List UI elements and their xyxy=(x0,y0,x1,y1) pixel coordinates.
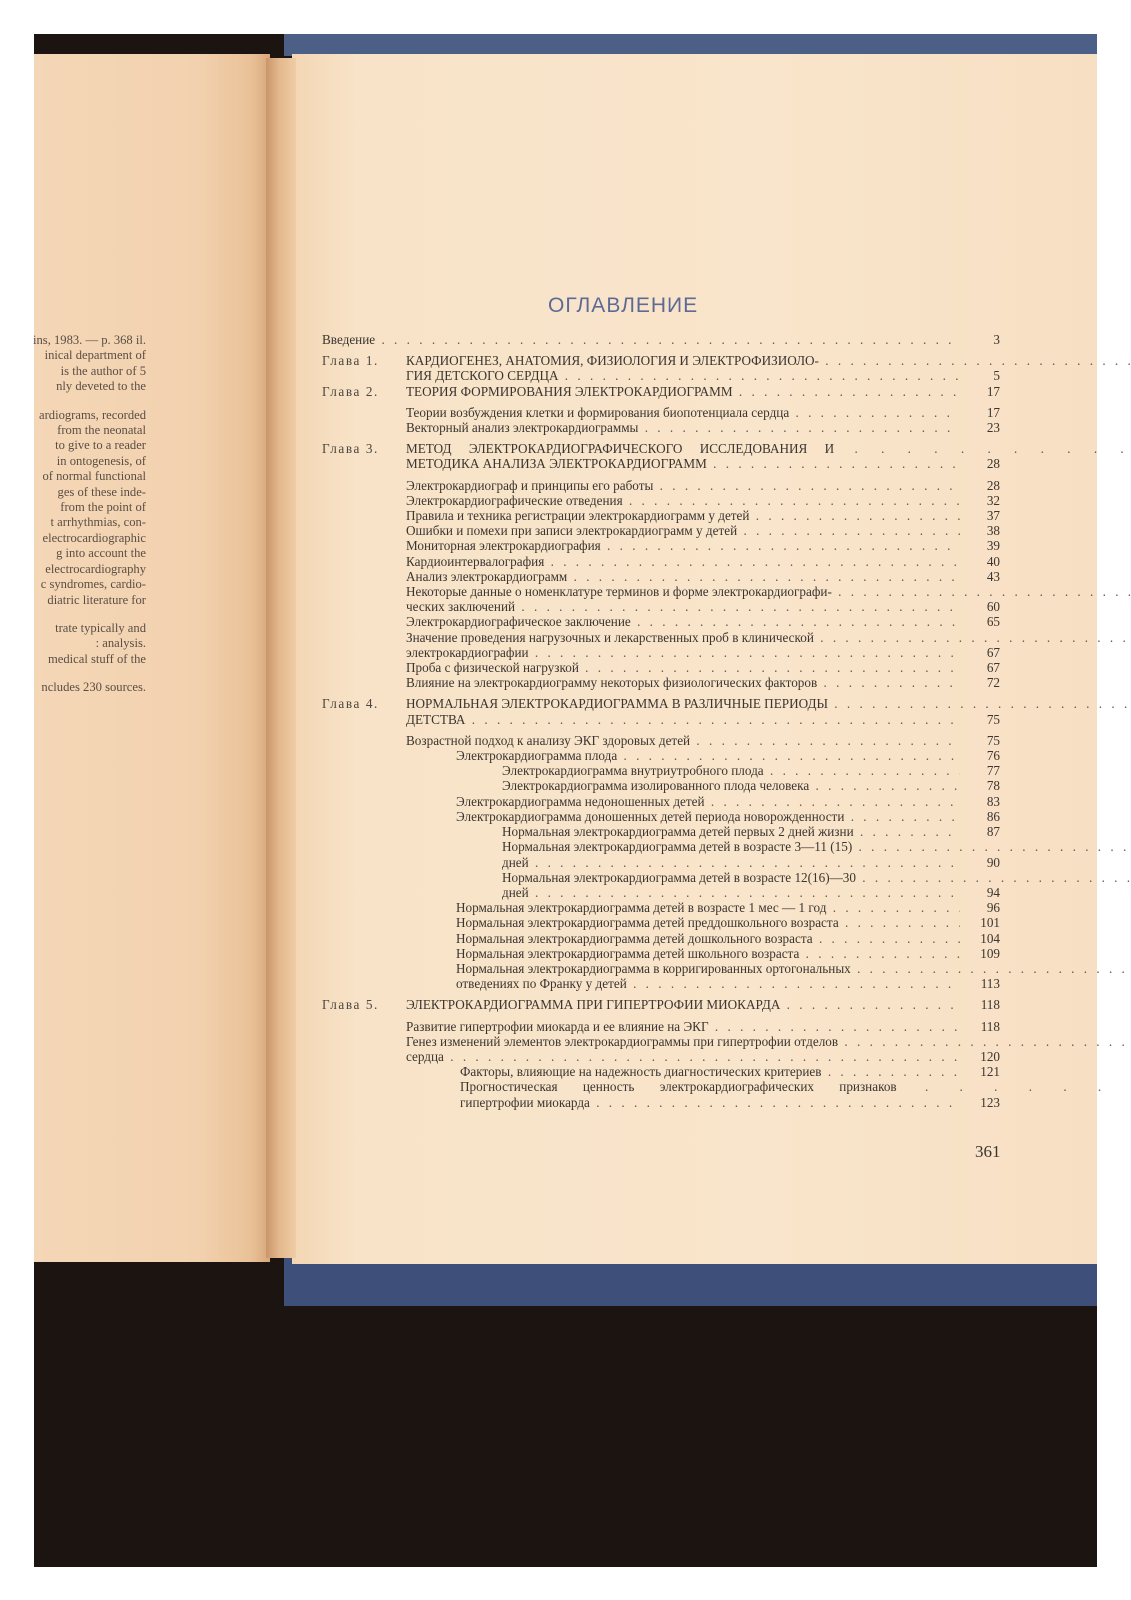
toc-entry-text: Электрокардиограмма недоношенных детей . . . xyxy=(406,794,960,809)
toc-entry-text: Нормальная электрокардиограмма в корригированных ортогональных . . . xyxy=(406,961,1131,976)
left-page-line: : analysis. xyxy=(95,636,146,651)
toc-page-number: 123 xyxy=(980,1094,1000,1110)
toc-entry-text: Кардиоинтервалография . . . xyxy=(406,554,960,569)
line-gap xyxy=(0,395,146,408)
toc-entry-text: Нормальная электрокардиограмма детей в возрасте 12(16)—30 . . . xyxy=(406,870,1131,885)
toc-page-number: 23 xyxy=(986,420,1000,436)
toc-entry-cont xyxy=(322,855,1000,870)
toc-entry xyxy=(322,660,1000,675)
toc-page-number: 101 xyxy=(980,915,1000,931)
toc-entry-text: Электрокардиограф и принципы его работы . . . xyxy=(406,478,960,493)
toc-entry-text: Нормальная электрокардиограмма детей в возрасте 3—11 (15) . . . xyxy=(406,839,1131,854)
toc-entry xyxy=(322,538,1000,553)
toc-page-number: 72 xyxy=(986,675,1000,691)
toc-chapter-1 xyxy=(322,353,1000,368)
toc-page-number: 32 xyxy=(986,492,1000,508)
toc-chapter-4 xyxy=(322,696,1000,711)
toc-entry-cont xyxy=(322,885,1000,900)
toc-page-number: 83 xyxy=(986,793,1000,809)
toc-entry xyxy=(322,946,1000,961)
toc-entry-text: Теории возбуждения клетки и формирования биопотенциала сердца . . . xyxy=(406,405,960,420)
toc-page-number: 43 xyxy=(986,568,1000,584)
left-page-line: electrocardiographic xyxy=(42,530,146,545)
left-page-line: medical stuff of the xyxy=(47,651,146,666)
toc-entry-cont xyxy=(322,976,1000,991)
chapter-title: ЭЛЕКТРОКАРДИОГРАММА ПРИ ГИПЕРТРОФИИ МИОКАРДА . . . xyxy=(406,997,960,1012)
toc-entry-text: Электрокардиограмма внутриутробного плода . . . xyxy=(406,763,960,778)
toc-page-number: 39 xyxy=(986,538,1000,554)
toc-chapter-1-cont xyxy=(322,368,1000,383)
toc-entry xyxy=(322,478,1000,493)
toc-entry xyxy=(322,675,1000,690)
toc-entry-text: Значение проведения нагрузочных и лекарственных проб в клинической . . . xyxy=(406,630,1131,645)
toc-entry xyxy=(322,1064,1000,1079)
toc-page-number: 77 xyxy=(986,763,1000,779)
toc-entry-text: электрокардиографии . . . xyxy=(406,645,960,660)
toc-entry-intro xyxy=(322,332,1000,347)
chapter-title-cont: МЕТОДИКА АНАЛИЗА ЭЛЕКТРОКАРДИОГРАММ . . . xyxy=(406,456,960,471)
toc-page-number: 120 xyxy=(980,1048,1000,1064)
left-page-line: ges of these inde- xyxy=(57,484,146,499)
toc-page-number: 67 xyxy=(986,660,1000,676)
toc-page-number: 86 xyxy=(986,808,1000,824)
toc-entry xyxy=(322,733,1000,748)
toc-entry xyxy=(322,915,1000,930)
left-page-text xyxy=(0,333,146,696)
toc-entry xyxy=(322,508,1000,523)
toc-entry xyxy=(322,794,1000,809)
toc-chapter-4-cont xyxy=(322,712,1000,727)
toc-page-number: 113 xyxy=(980,976,1000,992)
toc-page-number: 67 xyxy=(986,644,1000,660)
toc-entry-text: ческих заключений . . . xyxy=(406,599,960,614)
toc-entry xyxy=(322,763,1000,778)
page-number: 361 xyxy=(975,1142,1001,1161)
book-cover-top xyxy=(284,34,1097,56)
toc-entry xyxy=(322,870,1000,885)
left-page-line: c syndromes, cardio- xyxy=(40,577,146,592)
toc-page-number: 40 xyxy=(986,553,1000,569)
toc-page-number: 76 xyxy=(986,748,1000,764)
toc-entry xyxy=(322,630,1000,645)
toc-entry-cont xyxy=(322,645,1000,660)
toc-page-number: 118 xyxy=(980,997,1000,1013)
toc-page-number: 96 xyxy=(986,900,1000,916)
toc-entry-text: Некоторые данные о номенклатуре терминов и форме электрокардиографи- . . . xyxy=(406,584,1131,599)
toc-entry xyxy=(322,839,1000,854)
left-page-line: from the neonatal xyxy=(57,423,146,438)
toc-entry-text: Электрокардиограмма изолированного плода человека . . . xyxy=(406,778,960,793)
toc-entry xyxy=(322,405,1000,420)
toc-page-number: 17 xyxy=(986,383,1000,399)
left-page-line: to give to a reader xyxy=(55,438,146,453)
toc-entry xyxy=(322,523,1000,538)
toc-entry xyxy=(322,493,1000,508)
chapter-label: Глава 2. xyxy=(322,383,379,399)
toc-page-number: 104 xyxy=(980,930,1000,946)
toc-entry xyxy=(322,569,1000,584)
toc-entry xyxy=(322,420,1000,435)
chapter-label: Глава 5. xyxy=(322,997,379,1013)
chapter-label: Глава 1. xyxy=(322,353,379,369)
toc-entry-text: Векторный анализ электрокардиограммы . . . xyxy=(406,420,960,435)
toc-entry-cont xyxy=(322,599,1000,614)
toc-page-number: 5 xyxy=(993,368,1000,384)
left-page-line: diatric literature for xyxy=(47,592,146,607)
toc-page-number: 90 xyxy=(986,854,1000,870)
toc-entry xyxy=(322,809,1000,824)
left-page-line: ins, 1983. — p. 368 il. xyxy=(33,333,146,347)
left-page-line: from the point of xyxy=(60,500,146,515)
left-page-line: g into account the xyxy=(56,546,146,561)
toc-entry-text: Нормальная электрокардиограмма детей школьного возраста . . . xyxy=(406,946,960,961)
toc-entry-text: Электрокардиографическое заключение . . . xyxy=(406,614,960,629)
toc-entry-text: Генез изменений элементов электрокардиограммы при гипертрофии отделов . . . xyxy=(406,1034,1131,1049)
toc-entry-text: Мониторная электрокардиография . . . xyxy=(406,538,960,553)
toc-entry xyxy=(322,961,1000,976)
toc-entry-text: Электрокардиографические отведения . . . xyxy=(406,493,960,508)
chapter-title-cont: ДЕТСТВА . . . xyxy=(406,712,960,727)
toc-page-number: 94 xyxy=(986,884,1000,900)
toc-title: ОГЛАВЛЕНИЕ xyxy=(548,294,699,317)
toc-entry-cont xyxy=(322,1095,1000,1110)
toc-entry-cont xyxy=(322,1049,1000,1064)
toc-entry xyxy=(322,1034,1000,1049)
toc-entry-text: Нормальная электрокардиограмма детей первых 2 дней жизни . . . xyxy=(406,824,960,839)
toc-page-number: 17 xyxy=(986,404,1000,420)
toc-chapter-3-cont xyxy=(322,456,1000,471)
left-page-line: is the author of 5 xyxy=(60,363,146,378)
toc-entry-text: Нормальная электрокардиограмма детей в возрасте 1 мес — 1 год . . . xyxy=(406,900,960,915)
chapter-label: Глава 4. xyxy=(322,696,379,712)
toc-entry-text: Правила и техника регистрации электрокардиограмм у детей . . . xyxy=(406,508,960,523)
chapter-title: НОРМАЛЬНАЯ ЭЛЕКТРОКАРДИОГРАММА В РАЗЛИЧНЫЕ ПЕРИОДЫ . . . xyxy=(406,696,1131,711)
toc-entry-text: Проба с физической нагрузкой . . . xyxy=(406,660,960,675)
toc-entry-text: гипертрофии миокарда . . . xyxy=(406,1095,960,1110)
toc-entry xyxy=(322,1079,1000,1094)
toc-entry-text: дней . . . xyxy=(406,885,960,900)
toc-chapter-5 xyxy=(322,997,1000,1012)
toc-page-number: 121 xyxy=(980,1064,1000,1080)
toc-entry-text: Электрокардиограмма плода . . . xyxy=(406,748,960,763)
toc-page-number: 28 xyxy=(986,456,1000,472)
toc-page-number: 65 xyxy=(986,614,1000,630)
toc-entry-text: Факторы, влияющие на надежность диагностических критериев . . . xyxy=(406,1064,960,1079)
toc-entry-text: Нормальная электрокардиограмма детей дошкольного возраста . . . xyxy=(406,931,960,946)
toc-chapter-3 xyxy=(322,441,1000,456)
toc-entry-text: Прогностическая ценность электрокардиографических признаков . . . xyxy=(406,1079,1131,1094)
toc-entry xyxy=(322,900,1000,915)
line-gap xyxy=(0,667,146,680)
toc-entry-text: дней . . . xyxy=(406,855,960,870)
toc-entry-text: Влияние на электрокардиограмму некоторых физиологических факторов . . . xyxy=(406,675,960,690)
left-page-line: electrocardiography xyxy=(45,561,146,576)
toc-page-number: 38 xyxy=(986,523,1000,539)
toc-entry xyxy=(322,778,1000,793)
toc-entry xyxy=(322,1019,1000,1034)
left-page-line: of normal functional xyxy=(42,469,146,484)
toc-entry-text: сердца . . . xyxy=(406,1049,960,1064)
chapter-title: КАРДИОГЕНЕЗ, АНАТОМИЯ, ФИЗИОЛОГИЯ И ЭЛЕКТРОФИЗИОЛО- . . . xyxy=(406,353,1131,368)
toc-entry xyxy=(322,554,1000,569)
book-gutter xyxy=(266,58,296,1258)
left-page-line: t arrhythmias, con- xyxy=(50,515,146,530)
left-page-line: ardiograms, recorded xyxy=(39,407,146,422)
toc-entry-text: Развитие гипертрофии миокарда и ее влияние на ЭКГ . . . xyxy=(406,1019,960,1034)
toc-page-number: 28 xyxy=(986,477,1000,493)
toc-entry-text: Введение . . . xyxy=(322,332,960,347)
toc-page-number: 109 xyxy=(980,945,1000,961)
chapter-label: Глава 3. xyxy=(322,441,379,457)
toc-entry-text: Нормальная электрокардиограмма детей преддошкольного возраста . . . xyxy=(406,915,960,930)
left-page-line: nly deveted to the xyxy=(56,379,146,394)
toc-chapter-2 xyxy=(322,384,1000,399)
toc-entry xyxy=(322,824,1000,839)
toc-page-number: 87 xyxy=(986,824,1000,840)
line-gap xyxy=(0,608,146,621)
toc-page-number: 75 xyxy=(986,711,1000,727)
toc-entry-text: отведениях по Франку у детей . . . xyxy=(406,976,960,991)
toc-page-number: 78 xyxy=(986,778,1000,794)
toc-entry-text: Ошибки и помехи при записи электрокардиограмм у детей . . . xyxy=(406,523,960,538)
toc-entry xyxy=(322,614,1000,629)
toc-entry xyxy=(322,584,1000,599)
toc-entry-text: Возрастной подход к анализу ЭКГ здоровых детей . . . xyxy=(406,733,960,748)
left-page-line: in ontogenesis, of xyxy=(56,453,146,468)
chapter-title: МЕТОД ЭЛЕКТРОКАРДИОГРАФИЧЕСКОГО ИССЛЕДОВАНИЯ И . . . xyxy=(406,441,1131,456)
toc-page-number: 60 xyxy=(986,599,1000,615)
toc-page-number: 3 xyxy=(993,332,1000,347)
table-of-contents xyxy=(322,332,1000,1110)
toc-page-number: 118 xyxy=(980,1018,1000,1034)
toc-entry xyxy=(322,748,1000,763)
toc-entry xyxy=(322,931,1000,946)
chapter-title-cont: ГИЯ ДЕТСКОГО СЕРДЦА . . . xyxy=(406,368,960,383)
toc-page-number: 75 xyxy=(986,732,1000,748)
toc-entry-text: Анализ электрокардиограмм . . . xyxy=(406,569,960,584)
left-page-line: ncludes 230 sources. xyxy=(41,680,146,695)
chapter-title: ТЕОРИЯ ФОРМИРОВАНИЯ ЭЛЕКТРОКАРДИОГРАММ . . . xyxy=(406,384,960,399)
left-page-line: inical department of xyxy=(44,348,146,363)
toc-entry-text: Электрокардиограмма доношенных детей периода новорожденности . . . xyxy=(406,809,960,824)
toc-page-number: 37 xyxy=(986,508,1000,524)
left-page-line: trate typically and xyxy=(55,620,146,635)
